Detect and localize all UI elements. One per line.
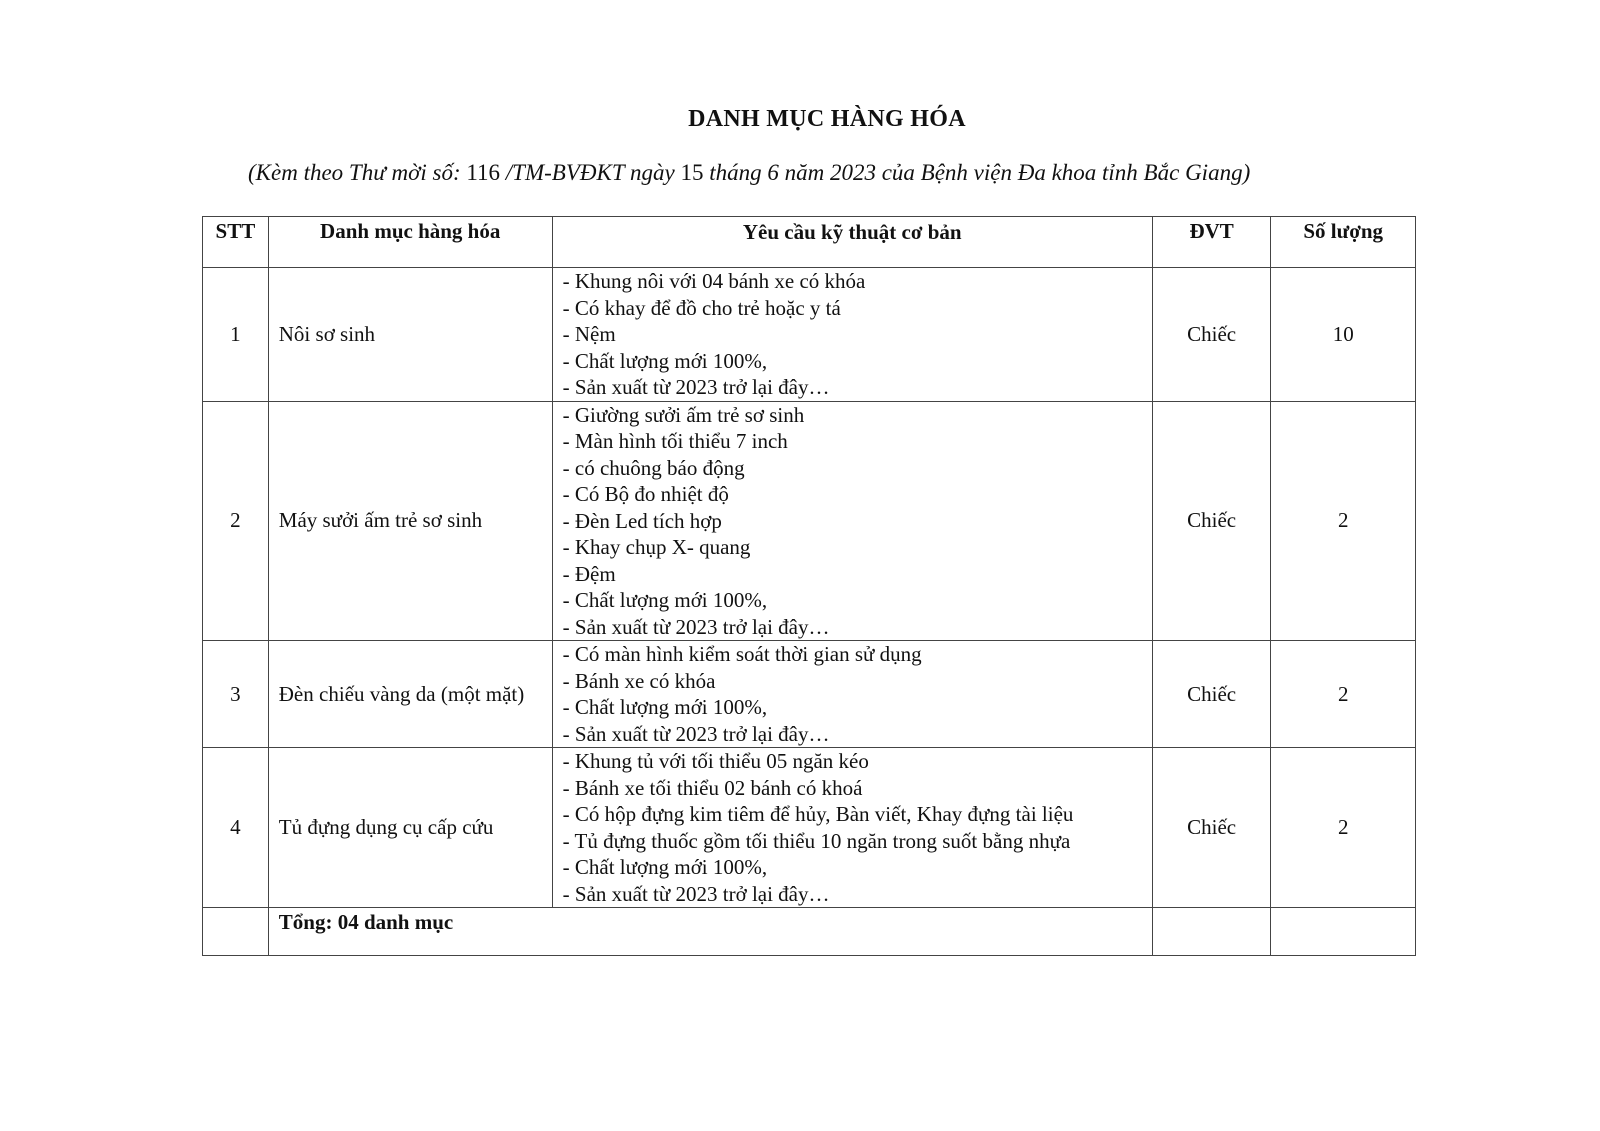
row-quantity: 10 <box>1271 268 1416 402</box>
requirement-line: - Bánh xe tối thiểu 02 bánh có khoá <box>562 775 863 800</box>
row-stt: 4 <box>203 748 269 908</box>
table-header-row <box>203 217 1416 268</box>
row-requirements <box>552 641 1152 748</box>
subtitle-prefix: (Kèm theo Thư mời số: <box>248 160 467 185</box>
row-unit: Chiếc <box>1152 268 1271 402</box>
row-unit: Chiếc <box>1152 401 1271 641</box>
requirement-line: - có chuông báo động <box>562 455 745 480</box>
requirement-line: - Khay chụp X- quang <box>562 535 751 559</box>
row-stt: 2 <box>203 401 269 641</box>
requirement-line: - Đệm <box>562 561 616 586</box>
table-row <box>203 748 1416 908</box>
requirement-line: - Chất lượng mới 100%, <box>562 348 768 373</box>
total-unit-cell <box>1152 908 1271 956</box>
requirement-line: - Có hộp đựng kim tiêm để hủy, Bàn viết, Khay đựng tài liệu <box>562 802 1074 826</box>
requirement-line: - Sản xuất từ 2023 trở lại đây… <box>562 375 830 399</box>
requirement-line: - Màn hình tối thiểu 7 inch <box>562 429 788 453</box>
header-stt: STT <box>203 217 269 268</box>
total-label: Tổng: 04 danh mục <box>268 908 1152 956</box>
requirement-line: - Bánh xe có khóa <box>562 668 716 693</box>
subtitle-mid: /TM-BVĐKT ngày <box>500 160 681 185</box>
document-title: DANH MỤC HÀNG HÓA <box>688 106 966 132</box>
row-quantity: 2 <box>1271 641 1416 748</box>
row-requirements <box>552 401 1152 641</box>
requirement-line: - Khung nôi với 04 bánh xe có khóa <box>562 269 866 293</box>
requirement-line: - Khung tủ với tối thiểu 05 ngăn kéo <box>562 749 869 773</box>
row-name: Nôi sơ sinh <box>268 268 552 402</box>
total-row <box>203 908 1416 956</box>
requirement-line: - Đèn Led tích hợp <box>562 508 722 533</box>
goods-table <box>202 216 1416 956</box>
row-name: Đèn chiếu vàng da (một mặt) <box>268 641 552 748</box>
row-quantity: 2 <box>1271 401 1416 641</box>
requirement-line: - Chất lượng mới 100%, <box>562 855 768 879</box>
requirement-line: - Sản xuất từ 2023 trở lại đây… <box>562 881 830 906</box>
document-subtitle <box>248 160 1250 186</box>
row-quantity: 2 <box>1271 748 1416 908</box>
row-unit: Chiếc <box>1152 641 1271 748</box>
row-name: Tủ đựng dụng cụ cấp cứu <box>268 748 552 908</box>
table-row <box>203 641 1416 748</box>
letter-number: 116 <box>466 160 501 185</box>
subtitle-suffix: tháng 6 năm 2023 của Bệnh viện Đa khoa tỉnh Bắc Giang) <box>703 160 1251 185</box>
table-row <box>203 401 1416 641</box>
requirement-line: - Giường sưởi ấm trẻ sơ sinh <box>562 402 805 427</box>
requirement-line: - Có khay để đồ cho trẻ hoặc y tá <box>562 295 841 320</box>
requirement-line: - Có Bộ đo nhiệt độ <box>562 482 729 506</box>
row-stt: 1 <box>203 268 269 402</box>
row-requirements <box>552 748 1152 908</box>
letter-day: 15 <box>680 160 704 185</box>
requirement-line: - Có màn hình kiểm soát thời gian sử dụng <box>562 642 922 666</box>
requirement-line: - Tủ đựng thuốc gồm tối thiểu 10 ngăn trong suốt bằng nhựa <box>562 828 1071 853</box>
header-unit: ĐVT <box>1152 217 1271 268</box>
requirement-line: - Sản xuất từ 2023 trở lại đây… <box>562 614 830 639</box>
table-body <box>203 268 1416 908</box>
row-name: Máy sưởi ấm trẻ sơ sinh <box>268 401 552 641</box>
total-qty-cell <box>1271 908 1416 956</box>
row-unit: Chiếc <box>1152 748 1271 908</box>
requirement-line: - Sản xuất từ 2023 trở lại đây… <box>562 721 830 746</box>
row-requirements <box>552 268 1152 402</box>
header-quantity: Số lượng <box>1271 217 1416 268</box>
header-requirements: Yêu cầu kỹ thuật cơ bản <box>552 217 1152 268</box>
header-name: Danh mục hàng hóa <box>268 217 552 268</box>
total-stt-cell <box>203 908 269 956</box>
row-stt: 3 <box>203 641 269 748</box>
requirement-line: - Chất lượng mới 100%, <box>562 588 768 612</box>
requirement-line: - Nệm <box>562 322 616 346</box>
requirement-line: - Chất lượng mới 100%, <box>562 695 768 719</box>
table-row <box>203 268 1416 402</box>
